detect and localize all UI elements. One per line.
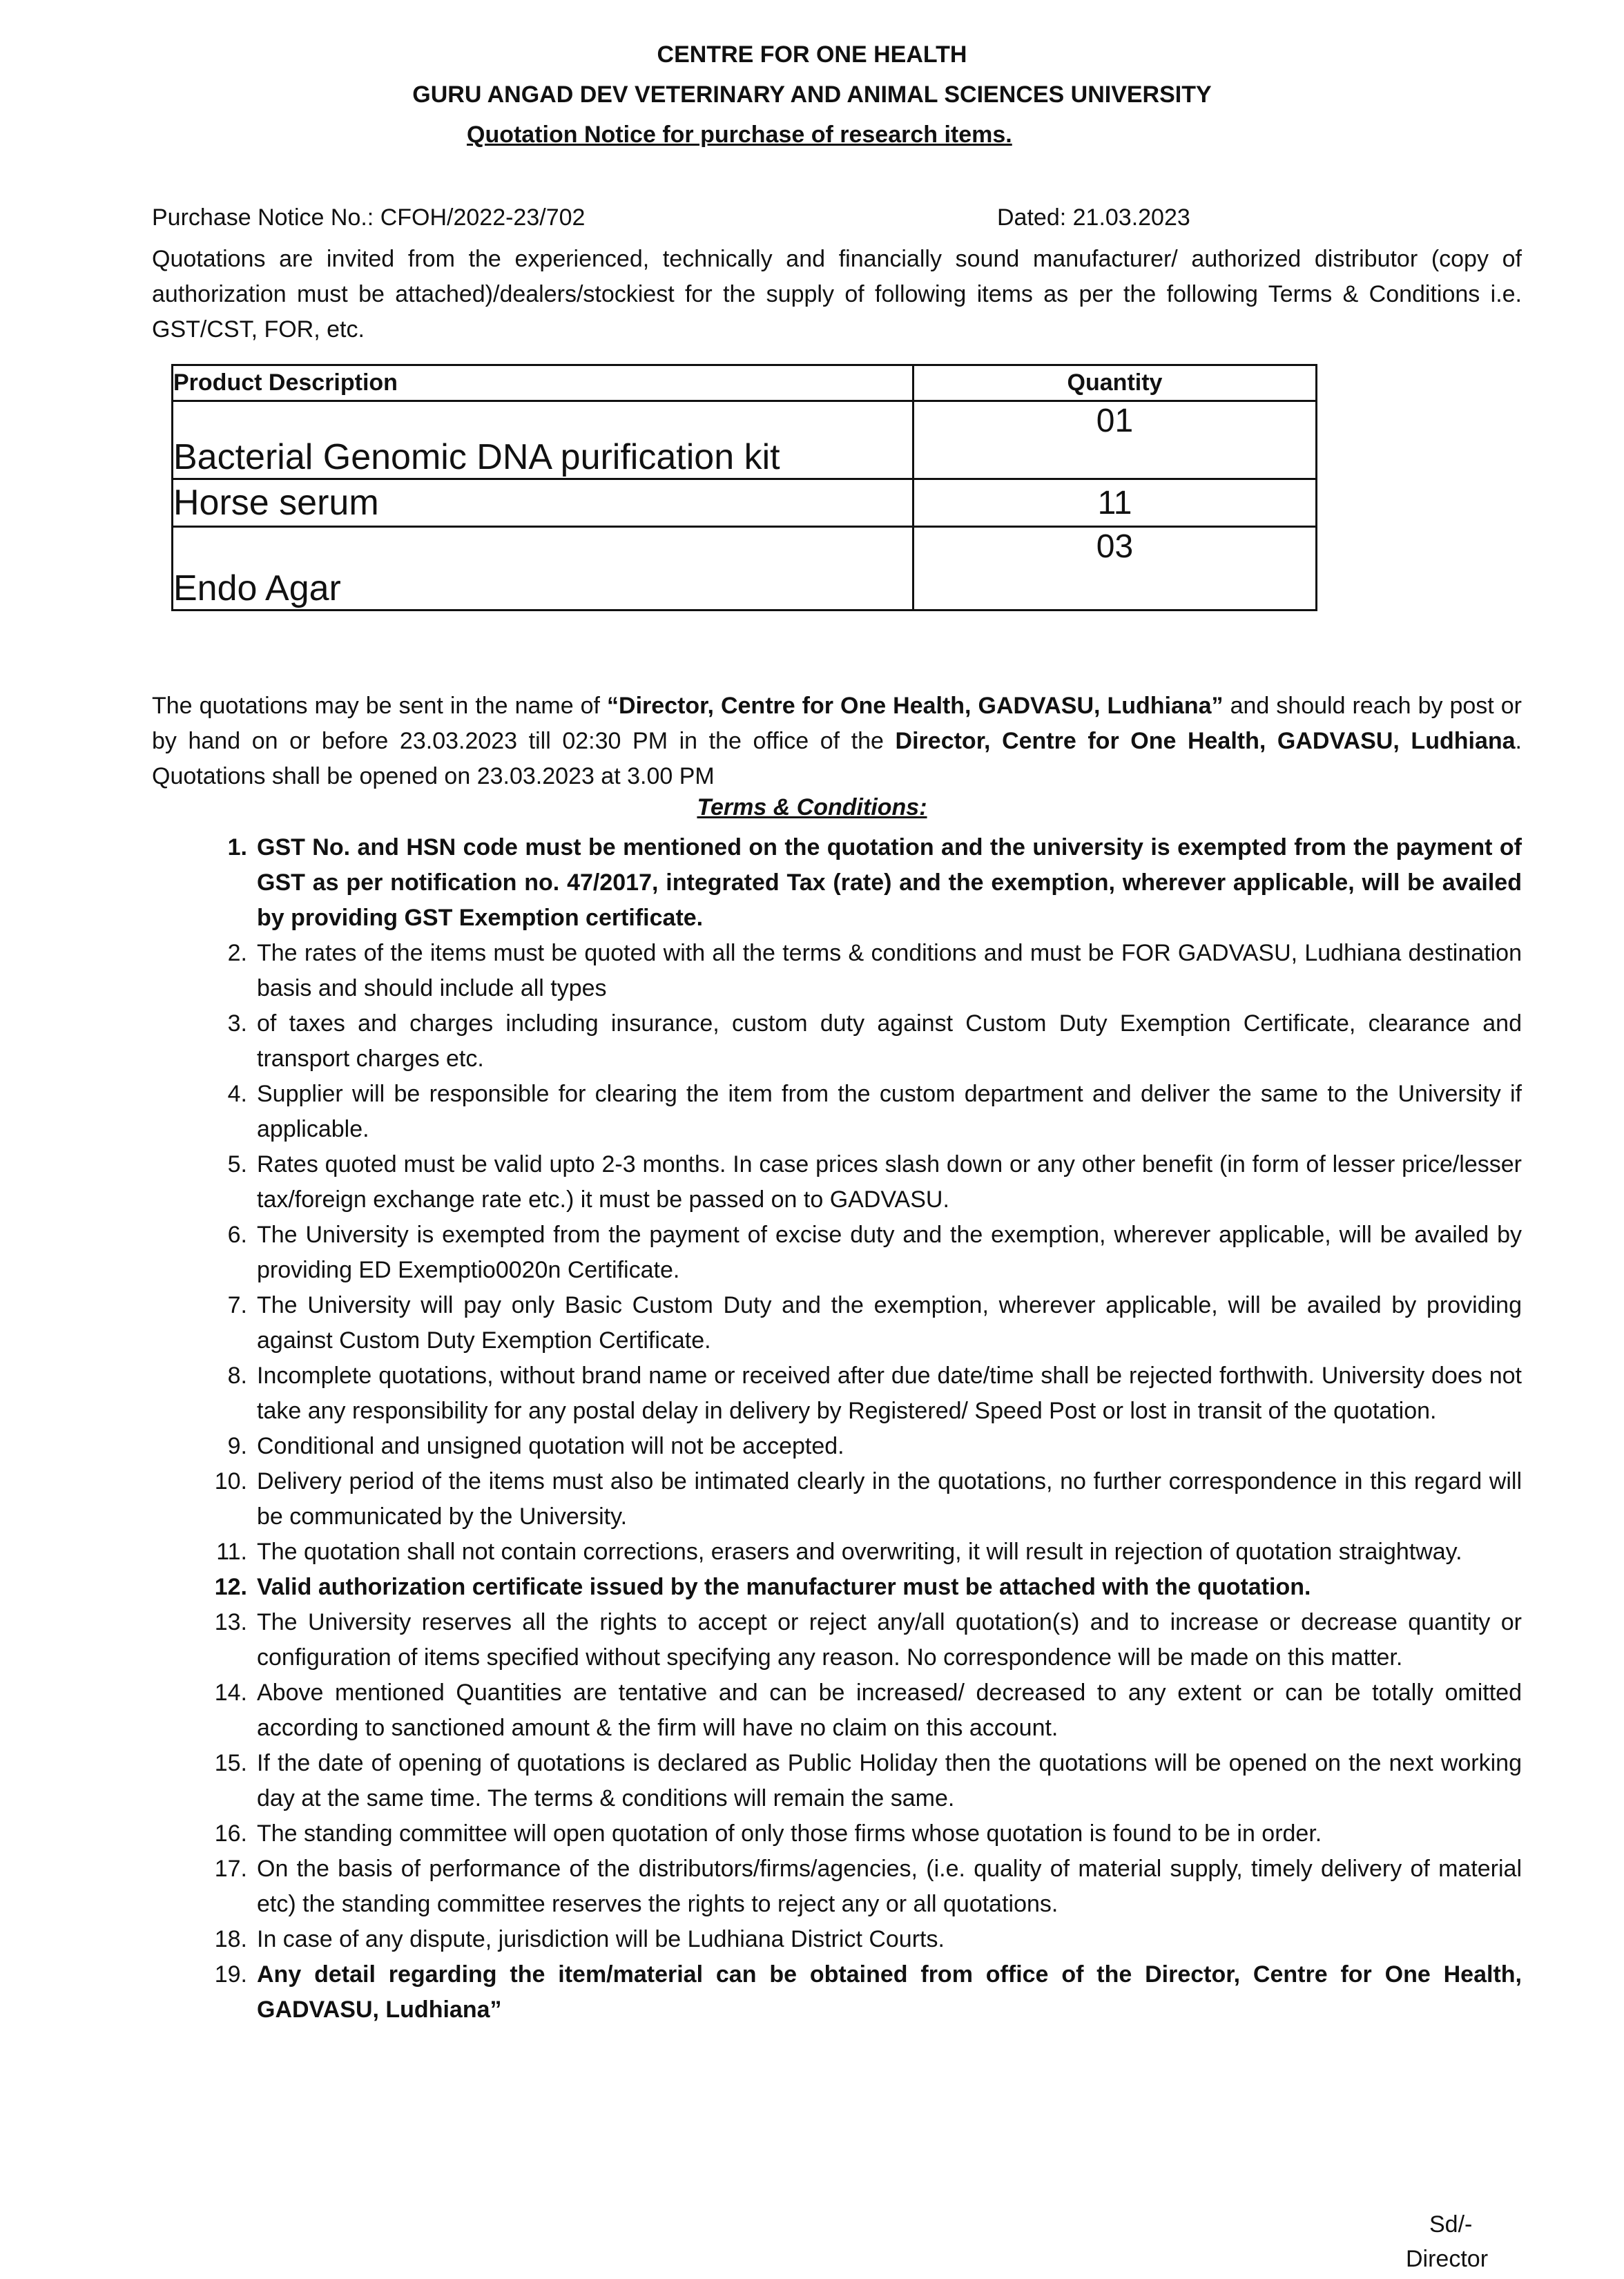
term-text: Conditional and unsigned quotation will not be accepted. bbox=[257, 1433, 844, 1459]
term-text: The University will pay only Basic Custom Duty and the exemption, wherever applicable, will be availed by providing against Custom Duty Exemption Certificate. bbox=[257, 1292, 1522, 1354]
column-header-quantity: Quantity bbox=[914, 365, 1317, 401]
list-item bbox=[152, 1852, 1522, 1922]
term-text: Incomplete quotations, without brand name or received after due date/time shall be rejected forthwith. University does not take any responsibility for any postal delay in delivery by Registered/ Speed Post or lost in transit of the quotation. bbox=[257, 1363, 1522, 1424]
items-table bbox=[171, 364, 1317, 611]
term-number: 6. bbox=[227, 1222, 247, 1248]
table-row bbox=[173, 527, 1317, 610]
term-text: Valid authorization certificate issued by the manufacturer must be attached with the quotation. bbox=[257, 1574, 1311, 1600]
list-item bbox=[152, 1288, 1522, 1358]
term-number: 19. bbox=[214, 1961, 247, 1988]
list-item bbox=[152, 1605, 1522, 1675]
term-number: 1. bbox=[227, 834, 247, 860]
item-quantity: 03 bbox=[914, 527, 1317, 610]
term-text: The quotation shall not contain corrections, erasers and overwriting, it will result in rejection of quotation straightway. bbox=[257, 1539, 1462, 1565]
list-item bbox=[152, 1218, 1522, 1288]
column-header-description: Product Description bbox=[173, 365, 914, 401]
term-text: The University is exempted from the payment of excise duty and the exemption, wherever applicable, will be availed by providing ED Exemptio0020n Certificate. bbox=[257, 1222, 1522, 1283]
term-number: 5. bbox=[227, 1151, 247, 1177]
item-quantity: 11 bbox=[914, 479, 1317, 527]
notice-number: Purchase Notice No.: CFOH/2022-23/702 bbox=[152, 204, 586, 231]
submission-text-2: and should reach by post or by hand on or before 23.03.2023 till 02:30 PM in the office of the bbox=[152, 693, 1522, 754]
submission-office: Director, Centre for One Health, GADVASU, Ludhiana bbox=[895, 728, 1516, 754]
notice-date: Dated: 21.03.2023 bbox=[997, 204, 1190, 231]
term-number: 11. bbox=[216, 1539, 247, 1565]
list-item bbox=[152, 1922, 1522, 1957]
table-row bbox=[173, 479, 1317, 527]
list-item bbox=[152, 1535, 1522, 1570]
university-title: GURU ANGAD DEV VETERINARY AND ANIMAL SCIENCES UNIVERSITY bbox=[412, 81, 1212, 108]
submission-addressee: “Director, Centre for One Health, GADVASU, Ludhiana” bbox=[607, 693, 1224, 719]
list-item bbox=[152, 1816, 1522, 1852]
terms-heading: Terms & Conditions: bbox=[697, 794, 927, 820]
term-number: 2. bbox=[227, 940, 247, 966]
terms-list bbox=[152, 830, 1522, 2028]
term-number: 12. bbox=[214, 1574, 247, 1600]
list-item bbox=[152, 1464, 1522, 1535]
term-text: The University reserves all the rights to accept or reject any/all quotation(s) and to increase or decrease quantity or configuration of items specified without specifying any reason. No correspondence will be made on this matter. bbox=[257, 1609, 1522, 1671]
term-number: 7. bbox=[227, 1292, 247, 1318]
term-number: 18. bbox=[214, 1926, 247, 1952]
term-number: 15. bbox=[214, 1750, 247, 1776]
list-item bbox=[152, 1675, 1522, 1746]
table-row bbox=[173, 401, 1317, 479]
term-text: of taxes and charges including insurance, custom duty against Custom Duty Exemption Certificate, clearance and transport charges etc. bbox=[257, 1010, 1522, 1072]
submission-text-3: . Quotations shall be opened on 23.03.2023 at 3.00 PM bbox=[152, 728, 1522, 789]
list-item bbox=[152, 830, 1522, 936]
table-header-row bbox=[173, 365, 1317, 401]
term-number: 14. bbox=[214, 1680, 247, 1706]
item-description: Endo Agar bbox=[173, 527, 914, 610]
term-number: 16. bbox=[214, 1820, 247, 1847]
list-item bbox=[152, 1358, 1522, 1429]
list-item bbox=[152, 1147, 1522, 1218]
submission-paragraph bbox=[152, 689, 1522, 794]
term-number: 17. bbox=[214, 1856, 247, 1882]
term-number: 3. bbox=[227, 1010, 247, 1037]
signatory-title: Director bbox=[1406, 2246, 1489, 2272]
submission-text-1: The quotations may be sent in the name of bbox=[152, 693, 608, 719]
term-number: 9. bbox=[227, 1433, 247, 1459]
item-quantity: 01 bbox=[914, 401, 1317, 479]
list-item bbox=[152, 936, 1522, 1006]
term-number: 13. bbox=[214, 1609, 247, 1635]
term-text: Any detail regarding the item/material can be obtained from office of the Director, Centre for One Health, GADVASU, Ludhiana” bbox=[257, 1961, 1522, 2023]
intro-paragraph: Quotations are invited from the experienced, technically and financially sound manufacturer/ authorized distributor (copy of authorization must be attached)/dealers/stockiest for the supply of following items as per the following Terms & Conditions i.e. GST/CST, FOR, etc. bbox=[152, 246, 1522, 343]
list-item bbox=[152, 1429, 1522, 1464]
term-number: 8. bbox=[227, 1363, 247, 1389]
list-item bbox=[152, 1570, 1522, 1605]
term-text: GST No. and HSN code must be mentioned on the quotation and the university is exempted from the payment of GST as per notification no. 47/2017, integrated Tax (rate) and the exemption, wherever applicable, will be availed by providing GST Exemption certificate. bbox=[257, 834, 1522, 931]
signature-mark: Sd/- bbox=[1429, 2211, 1473, 2238]
list-item bbox=[152, 1957, 1522, 2028]
list-item bbox=[152, 1746, 1522, 1816]
term-text: On the basis of performance of the distributors/firms/agencies, (i.e. quality of material supply, timely delivery of material etc) the standing committee reserves the rights to reject any or all quotations. bbox=[257, 1856, 1522, 1917]
notice-title: Quotation Notice for purchase of research items. bbox=[467, 122, 1012, 148]
term-text: The rates of the items must be quoted with all the terms & conditions and must be FOR GADVASU, Ludhiana destination basis and should include all types bbox=[257, 940, 1522, 1001]
org-title: CENTRE FOR ONE HEALTH bbox=[657, 41, 967, 68]
term-text: In case of any dispute, jurisdiction will be Ludhiana District Courts. bbox=[257, 1926, 945, 1952]
term-text: Supplier will be responsible for clearing the item from the custom department and deliver the same to the University if applicable. bbox=[257, 1081, 1522, 1142]
term-text: The standing committee will open quotation of only those firms whose quotation is found to be in order. bbox=[257, 1820, 1322, 1847]
term-number: 10. bbox=[214, 1468, 247, 1494]
term-text: Rates quoted must be valid upto 2-3 months. In case prices slash down or any other benefit (in form of lesser price/lesser tax/foreign exchange rate etc.) it must be passed on to GADVASU. bbox=[257, 1151, 1522, 1213]
term-text: Above mentioned Quantities are tentative and can be increased/ decreased to any extent or can be totally omitted according to sanctioned amount & the firm will have no claim on this account. bbox=[257, 1680, 1522, 1741]
item-description: Bacterial Genomic DNA purification kit bbox=[173, 401, 914, 479]
item-description: Horse serum bbox=[173, 479, 914, 527]
list-item bbox=[152, 1077, 1522, 1147]
term-text: If the date of opening of quotations is declared as Public Holiday then the quotations will be opened on the next working day at the same time. The terms & conditions will remain the same. bbox=[257, 1750, 1522, 1811]
term-number: 4. bbox=[227, 1081, 247, 1107]
term-text: Delivery period of the items must also be intimated clearly in the quotations, no further correspondence in this regard will be communicated by the University. bbox=[257, 1468, 1522, 1530]
list-item bbox=[152, 1006, 1522, 1077]
